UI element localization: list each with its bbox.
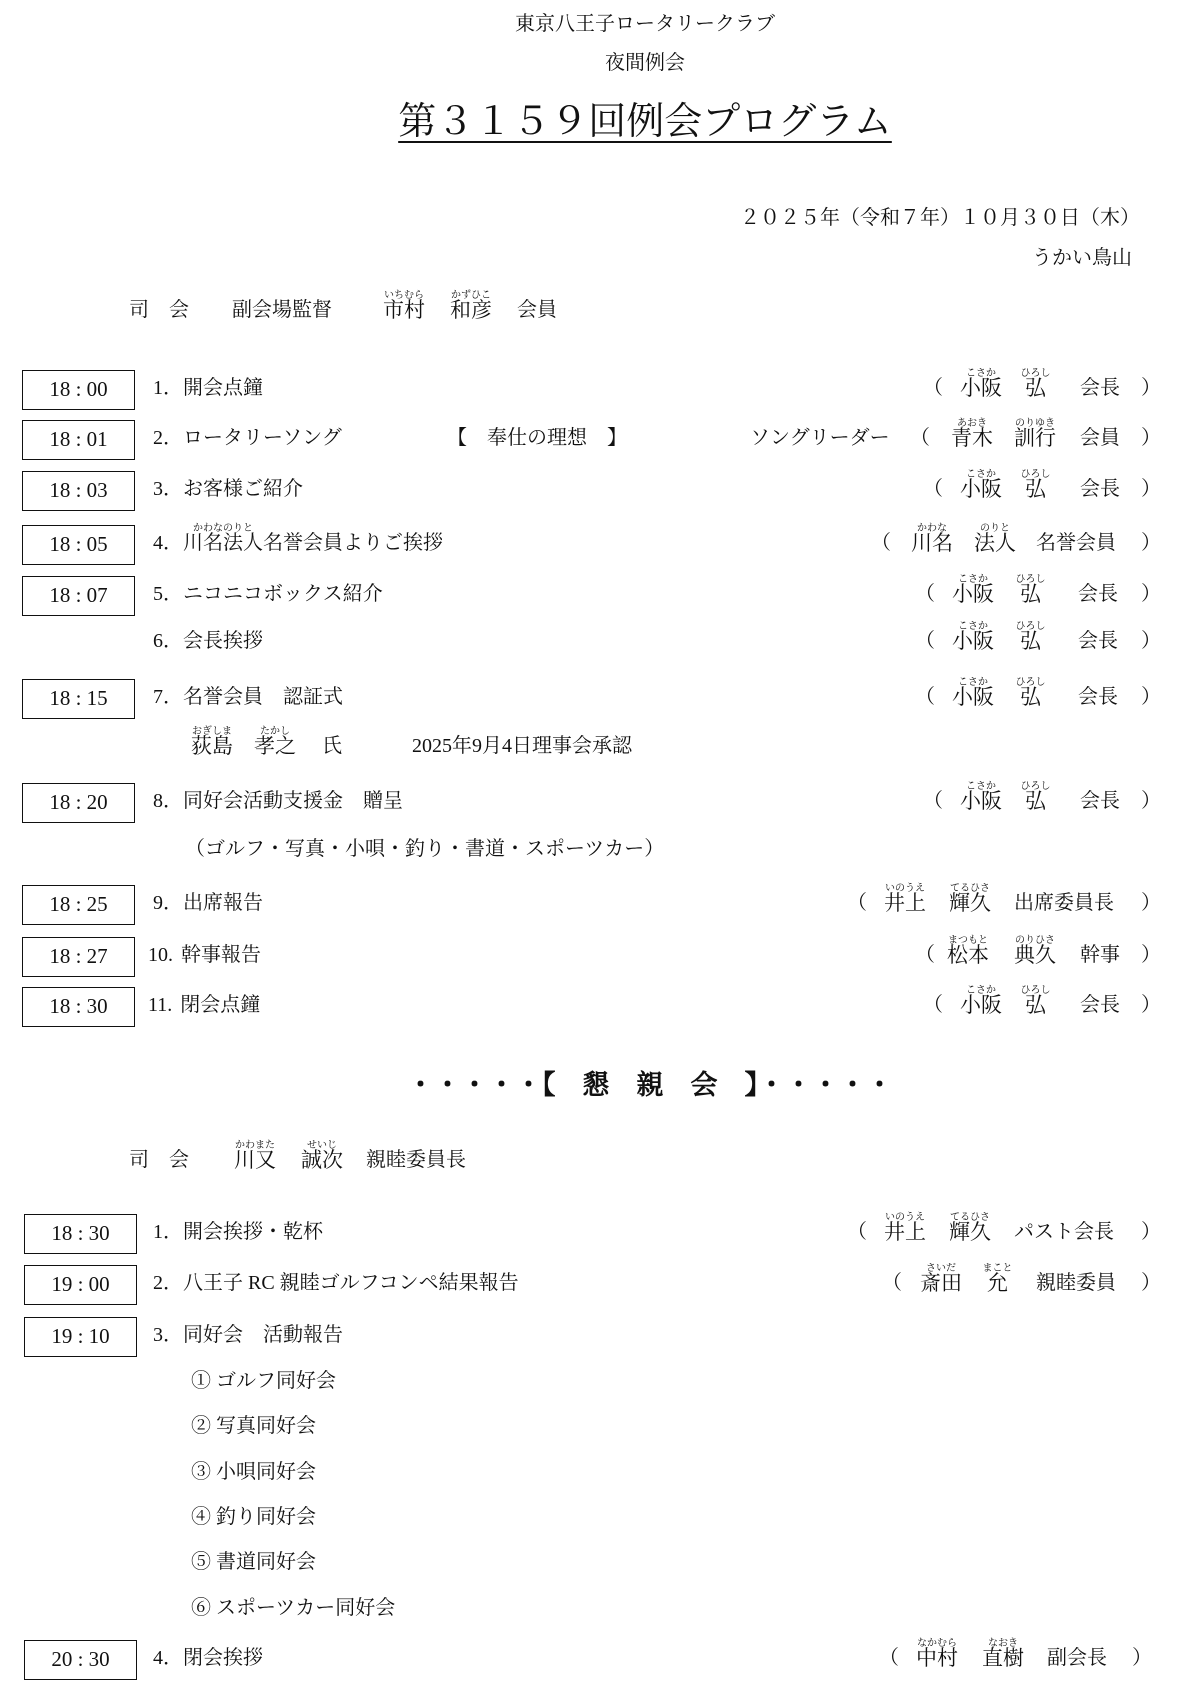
given-name-ruby: ひろし (1020, 368, 1051, 379)
surname-ruby: こさか (966, 985, 996, 996)
person-title: 会長 (1080, 790, 1120, 812)
given-name-ruby: のりひさ (1015, 935, 1055, 946)
person-surname (960, 469, 1002, 504)
paren-close: ） (1141, 944, 1161, 966)
program-item-7 (0, 677, 1200, 712)
person-title: パスト会長 (1014, 1221, 1114, 1243)
person-given-name (982, 1638, 1024, 1673)
paren-close: ） (1141, 583, 1161, 605)
item-text: 開会点鐘 (183, 377, 263, 399)
item-number: 3． (153, 1324, 183, 1346)
club-list-line (0, 834, 1200, 864)
paren-open: （ (882, 1272, 902, 1294)
time-box: 18 : 30 (24, 1214, 137, 1254)
person-surname (960, 985, 1002, 1020)
club-list-note: （ゴルフ・写真・小唄・釣り・書道・スポーツカー） (185, 838, 665, 860)
paren-open: （ (847, 1221, 867, 1243)
item-label (148, 940, 261, 970)
mc-surname (234, 1140, 276, 1175)
given-name-text: 輝久 (949, 1220, 991, 1244)
party-heading: ・・・・・【 懇 親 会 】・・・・・ (407, 1070, 893, 1100)
paren-open: （ (847, 892, 867, 914)
person-surname (951, 418, 993, 453)
surname-ruby: こさか (966, 469, 996, 480)
given-name-text: 弘 (1025, 789, 1046, 813)
item-text: 同好会 活動報告 (183, 1324, 343, 1346)
paren-open: （ (915, 944, 935, 966)
page-title (90, 100, 1200, 150)
mc-title: 会員 (517, 299, 557, 321)
person-given-name (949, 1212, 991, 1247)
paren-open: （ (910, 427, 930, 449)
club-report-item (0, 1457, 1200, 1487)
time-box: 20 : 30 (24, 1640, 137, 1680)
item-label (153, 579, 383, 609)
paren-open: （ (923, 790, 943, 812)
item-label (153, 523, 443, 558)
item-label (153, 682, 343, 712)
person-surname (916, 1638, 958, 1673)
time-box: 18 : 30 (22, 987, 135, 1027)
item-number: 4． (153, 532, 183, 554)
person-given-name (949, 883, 991, 918)
given-name-ruby: なおき (988, 1638, 1018, 1649)
person-title: 副会長 (1047, 1647, 1107, 1669)
item-number: 3． (153, 478, 183, 500)
given-name-ruby: ひろし (1020, 985, 1051, 996)
club-report-text: ② 写真同好会 (191, 1415, 316, 1437)
person-surname (911, 523, 953, 558)
surname-text: 斎田 (920, 1271, 962, 1295)
surname-ruby: さいだ (926, 1263, 956, 1274)
item-label (153, 1643, 263, 1673)
surname-text: 井上 (884, 1220, 926, 1244)
item-number: 1． (153, 1221, 183, 1243)
surname-text: 松本 (947, 943, 989, 967)
mc-line (0, 290, 1200, 325)
person-given-name (974, 523, 1016, 558)
program-item-1 (0, 368, 1200, 403)
surname-ruby: いちむら (384, 290, 424, 301)
given-name-text: 訓行 (1014, 426, 1056, 450)
paren-open: （ (915, 583, 935, 605)
honoree-surname (191, 726, 233, 761)
item-text: 同好会活動支援金 贈呈 (183, 790, 403, 812)
program-item-9 (0, 883, 1200, 918)
item-number: 7． (153, 686, 183, 708)
given-name-text: 和彦 (450, 298, 492, 322)
given-name-ruby: てるひさ (950, 883, 990, 894)
surname-text: 小阪 (952, 582, 994, 606)
surname-text: 市村 (383, 298, 425, 322)
item-text: 名誉会員 認証式 (183, 686, 343, 708)
surname-text: 荻島 (191, 734, 233, 758)
mc-given-name (450, 290, 492, 325)
mc-title: 親睦委員長 (366, 1149, 466, 1171)
program-item-6 (0, 621, 1200, 656)
paren-close: ） (1141, 686, 1161, 708)
given-name-text: 弘 (1025, 993, 1046, 1017)
paren-close: ） (1141, 892, 1161, 914)
person-surname (960, 368, 1002, 403)
club-report-item (0, 1593, 1200, 1623)
item-label (153, 1268, 519, 1298)
given-name-ruby: のりゆき (1015, 418, 1055, 429)
item-number: 5． (153, 583, 183, 605)
program-item-8 (0, 781, 1200, 816)
person-given-name (1014, 935, 1056, 970)
surname-text: 井上 (884, 891, 926, 915)
surname-text: 小阪 (960, 789, 1002, 813)
given-name-text: 典久 (1014, 943, 1056, 967)
paren-open: （ (923, 478, 943, 500)
person-title: 会長 (1080, 994, 1120, 1016)
item-number: 6． (153, 630, 183, 652)
party-mc-line (0, 1140, 1200, 1175)
given-name-text: 輝久 (949, 891, 991, 915)
item-label (153, 786, 403, 816)
given-name-text: 弘 (1020, 582, 1041, 606)
paren-close: ） (1141, 427, 1161, 449)
mc-given-name (301, 1140, 343, 1175)
program-item-5 (0, 574, 1200, 609)
club-name: 東京八王子ロータリークラブ (515, 13, 775, 35)
club-report-text: ④ 釣り同好会 (191, 1506, 316, 1528)
given-name-text: 直樹 (982, 1646, 1024, 1670)
given-name-text: 弘 (1020, 685, 1041, 709)
surname-ruby: こさか (958, 677, 988, 688)
club-report-text: ③ 小唄同好会 (191, 1461, 316, 1483)
paren-open: （ (879, 1647, 899, 1669)
surname-text: 小阪 (952, 629, 994, 653)
honoree-line (0, 726, 1200, 761)
person-title: 名誉会員 (1036, 532, 1116, 554)
paren-close: ） (1141, 478, 1161, 500)
item-text: 八王子 RC 親睦ゴルフコンペ結果報告 (183, 1272, 519, 1294)
time-box: 19 : 00 (24, 1265, 137, 1305)
mc-surname (383, 290, 425, 325)
surname-ruby: こさか (966, 781, 996, 792)
surname-ruby: おぎしま (192, 726, 232, 737)
given-name-text: 誠次 (301, 1148, 343, 1172)
time-box: 19 : 10 (24, 1317, 137, 1357)
person-given-name (1020, 368, 1051, 403)
person-given-name (1015, 574, 1046, 609)
person-given-name (1020, 781, 1051, 816)
item-text: 出席報告 (183, 892, 263, 914)
person-surname (920, 1263, 962, 1298)
paren-open: （ (915, 686, 935, 708)
given-name-ruby: ひろし (1020, 469, 1051, 480)
item-text: 幹事報告 (181, 944, 261, 966)
item-text: お客様ご紹介 (183, 478, 303, 500)
person-given-name (1015, 621, 1046, 656)
paren-open: （ (871, 532, 891, 554)
person-surname (960, 781, 1002, 816)
song-title: 【 奉仕の理想 】 (447, 427, 627, 449)
item-number: 4． (153, 1647, 183, 1669)
given-name-ruby: せいじ (307, 1140, 337, 1151)
person-surname (947, 935, 989, 970)
surname-ruby: こさか (958, 574, 988, 585)
program-item-4 (0, 523, 1200, 558)
given-name-ruby: かずひこ (451, 290, 491, 301)
item-number: 8． (153, 790, 183, 812)
item-label (153, 626, 263, 656)
given-name-text: 孝之 (254, 734, 296, 758)
surname-text: 小阪 (960, 376, 1002, 400)
item-number: 2． (153, 427, 183, 449)
item-label (153, 888, 263, 918)
given-name-ruby: てるひさ (950, 1212, 990, 1223)
time-box: 18 : 27 (22, 937, 135, 977)
person-surname (884, 1212, 926, 1247)
given-name-ruby: まこと (982, 1263, 1013, 1274)
person-title: 幹事 (1080, 944, 1120, 966)
given-name-ruby: ひろし (1020, 781, 1051, 792)
item-text: 閉会点鐘 (180, 994, 261, 1016)
time-box: 18 : 03 (22, 471, 135, 511)
approval-note: 2025年9月4日理事会承認 (412, 735, 632, 757)
item-label (148, 990, 260, 1020)
meeting-type: 夜間例会 (605, 52, 685, 74)
surname-ruby: こさか (966, 368, 996, 379)
surname-ruby: あおき (957, 418, 987, 429)
surname-text: 川名 (911, 531, 953, 555)
item-label (153, 423, 342, 453)
item-label (153, 1217, 323, 1247)
surname-ruby: かわまた (235, 1140, 275, 1151)
time-box: 18 : 01 (22, 420, 135, 460)
program-item-11 (0, 985, 1200, 1020)
item-text: ロータリーソング (183, 427, 342, 449)
club-report-text: ⑥ スポーツカー同好会 (191, 1597, 396, 1619)
meeting-date: ２０２５年（令和７年）１０月３０日（木） (740, 207, 1140, 229)
person-given-name (1020, 469, 1051, 504)
person-surname (952, 574, 994, 609)
person-surname (952, 621, 994, 656)
item-label (153, 474, 303, 504)
person-surname (884, 883, 926, 918)
time-box: 18 : 05 (22, 525, 135, 565)
person-title: 会長 (1078, 686, 1118, 708)
party-item-4 (0, 1638, 1200, 1673)
person-given-name (1015, 677, 1046, 712)
item-text: 会長挨拶 (183, 630, 263, 652)
time-box: 18 : 07 (22, 576, 135, 616)
item-number: 10. (148, 944, 173, 966)
item-text: ニコニコボックス紹介 (183, 583, 383, 605)
item-text: 閉会挨拶 (183, 1647, 263, 1669)
person-title: 会長 (1078, 583, 1118, 605)
person-title: 出席委員長 (1014, 892, 1114, 914)
song-leader-label: ソングリーダー (750, 427, 890, 449)
given-name-ruby: ひろし (1015, 574, 1046, 585)
given-name-text: 弘 (1025, 376, 1046, 400)
person-title: 会長 (1080, 478, 1120, 500)
time-box: 18 : 20 (22, 783, 135, 823)
time-box: 18 : 00 (22, 370, 135, 410)
item-text: 開会挨拶・乾杯 (183, 1221, 323, 1243)
paren-close: ） (1141, 1272, 1161, 1294)
surname-ruby: いのうえ (885, 883, 925, 894)
item-number: 9． (153, 892, 183, 914)
person-title: 会員 (1080, 427, 1120, 449)
program-item-3 (0, 469, 1200, 504)
surname-text: 川又 (234, 1148, 276, 1172)
mc-role: 副会場監督 (232, 299, 332, 321)
person-title: 会長 (1080, 377, 1120, 399)
club-report-item (0, 1411, 1200, 1441)
given-name-ruby: たかし (260, 726, 290, 737)
honoree-given-name (254, 726, 296, 761)
paren-open: （ (923, 994, 943, 1016)
paren-close: ） (1141, 790, 1161, 812)
item-text: 名誉会員よりご挨拶 (263, 532, 443, 554)
given-name-ruby: のりと (980, 523, 1010, 534)
item-text-base: 川名法人 (183, 532, 263, 554)
person-given-name (982, 1263, 1013, 1298)
time-box: 18 : 25 (22, 885, 135, 925)
surname-ruby: こさか (958, 621, 988, 632)
surname-text: 小阪 (960, 477, 1002, 501)
item-label (153, 1320, 343, 1350)
club-report-text: ① ゴルフ同好会 (191, 1370, 336, 1392)
paren-close: ） (1141, 1221, 1161, 1243)
paren-close: ） (1141, 377, 1161, 399)
given-name-ruby: ひろし (1015, 621, 1046, 632)
person-given-name (1020, 985, 1051, 1020)
surname-ruby: なかむら (917, 1638, 957, 1649)
paren-open: （ (915, 630, 935, 652)
party-item-3 (0, 1320, 1200, 1350)
given-name-text: 弘 (1025, 477, 1046, 501)
given-name-ruby: ひろし (1015, 677, 1046, 688)
given-name-text: 弘 (1020, 629, 1041, 653)
mc-label: 司 会 (129, 299, 189, 321)
person-title: 会長 (1078, 630, 1118, 652)
item-text-ruby: かわなのりと (193, 523, 253, 534)
surname-text: 小阪 (952, 685, 994, 709)
paren-close: ） (1141, 994, 1161, 1016)
paren-close: ） (1132, 1647, 1152, 1669)
item-label (153, 373, 263, 403)
time-box: 18 : 15 (22, 679, 135, 719)
given-name-text: 允 (987, 1271, 1008, 1295)
party-item-1 (0, 1212, 1200, 1247)
item-number: 2． (153, 1272, 183, 1294)
person-title: 親睦委員 (1036, 1272, 1116, 1294)
surname-ruby: かわな (917, 523, 947, 534)
club-report-text: ⑤ 書道同好会 (191, 1551, 316, 1573)
item-text-ruby-group (183, 523, 263, 558)
item-number: 1． (153, 377, 183, 399)
person-surname (952, 677, 994, 712)
venue: うかい鳥山 (1032, 247, 1132, 269)
paren-close: ） (1141, 532, 1161, 554)
given-name-text: 法人 (974, 531, 1016, 555)
page-title-text: 第３１５９回例会プログラム (398, 101, 892, 143)
club-report-item (0, 1502, 1200, 1532)
surname-ruby: いのうえ (885, 1212, 925, 1223)
program-item-2 (0, 418, 1200, 453)
surname-ruby: まつもと (948, 935, 988, 946)
party-item-2 (0, 1263, 1200, 1298)
item-number: 11. (148, 994, 173, 1016)
mc-label: 司 会 (129, 1149, 189, 1171)
surname-text: 青木 (951, 426, 993, 450)
honorific: 氏 (322, 735, 342, 757)
program-item-10 (0, 935, 1200, 970)
club-report-item (0, 1366, 1200, 1396)
paren-open: （ (923, 377, 943, 399)
paren-close: ） (1141, 630, 1161, 652)
surname-text: 中村 (916, 1646, 958, 1670)
surname-text: 小阪 (960, 993, 1002, 1017)
person-given-name (1014, 418, 1056, 453)
club-report-item (0, 1547, 1200, 1577)
